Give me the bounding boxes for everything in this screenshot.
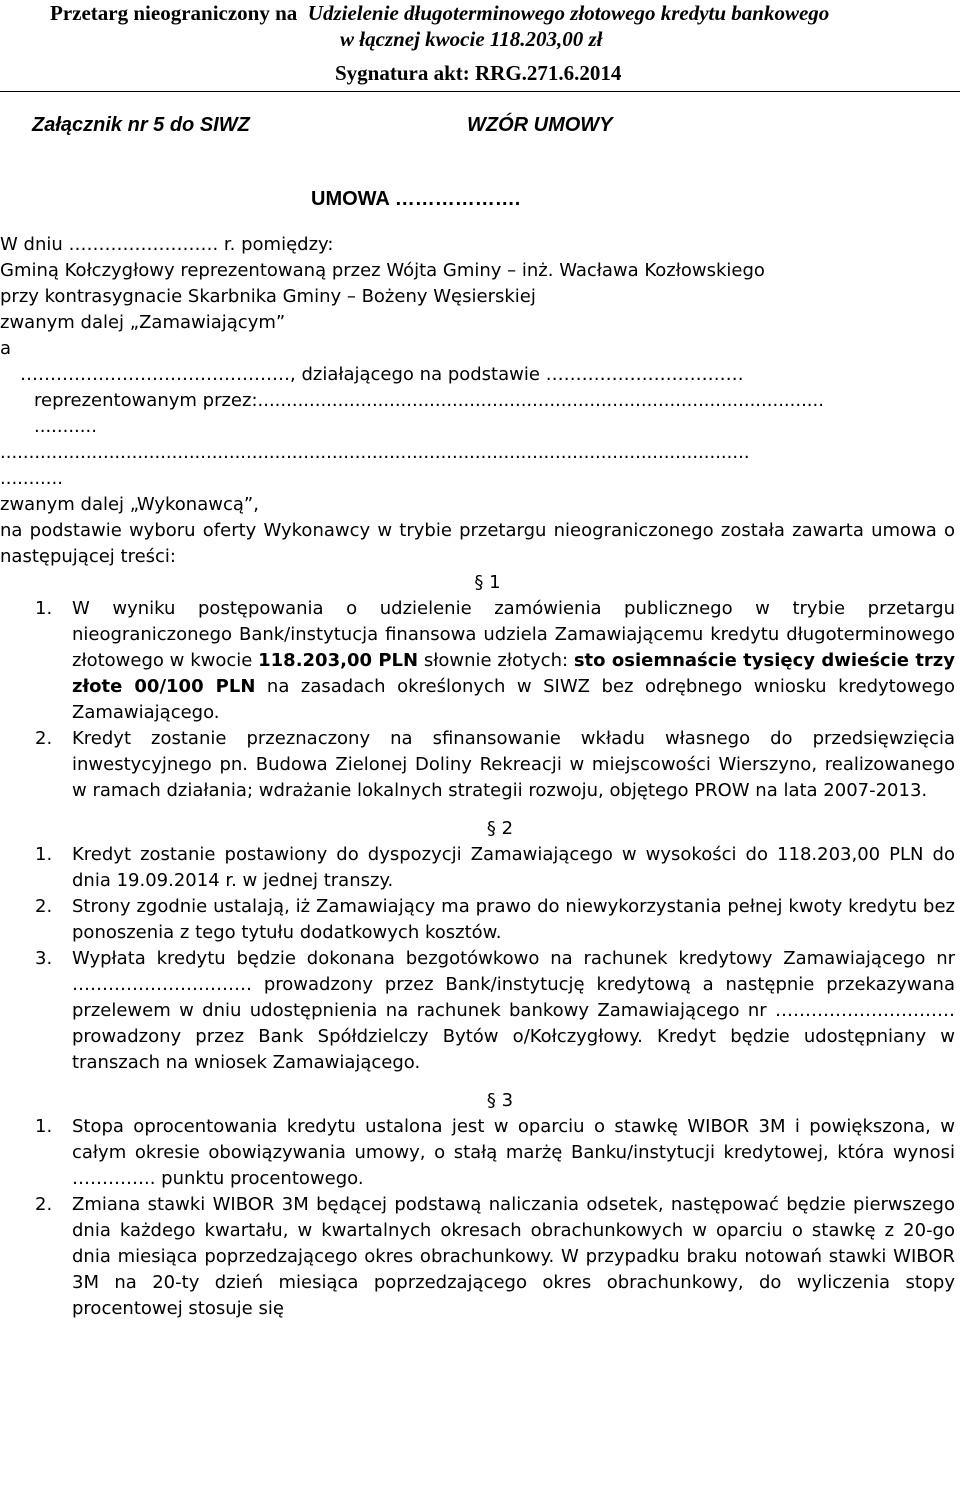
dots-line1: ........... (34, 416, 97, 437)
annex-title: WZÓR UMOWY (467, 114, 613, 136)
item-text: Wypłata kredytu będzie dokonana bezgotówkowo na rachunek kredytowy Zamawiającego nr ………………………… prowadzony przez Bank/instytucję kredytową a następnie przekazywana przelewem w dniu udostępnienia na rachunek bankowy Zamawiającego nr ………………………… prowadzony przez Bank Spółdzielczy Bytów o/Kołczygłowy. Kredyt będzie udostępniany w transzach na wniosek Zamawiającego. (72, 948, 955, 1073)
intro-date: W dniu ……………………. r. pomiędzy: (0, 234, 334, 255)
item-number: 1. (35, 598, 53, 619)
item-number: 2. (35, 896, 53, 917)
item-text: Kredyt zostanie postawiony do dyspozycji Zamawiającego w wysokości do 118.203,00 PLN do dnia 19.09.2014 r. w jednej transzy. (72, 844, 955, 891)
section-heading-3: § 3 (486, 1090, 514, 1111)
contract-title: UMOWA ………………. (311, 188, 521, 210)
party1-line1: Gminą Kołczygłowy reprezentowaną przez Wójta Gminy – inż. Wacława Kozłowskiego (0, 260, 765, 281)
section-3-item-1 (0, 1114, 955, 1192)
section-3-item-2 (0, 1192, 955, 1322)
annex-label: Załącznik nr 5 do SIWZ (32, 114, 250, 136)
item-text: Strony zgodnie ustalają, iż Zamawiający ma prawo do niewykorzystania pełnej kwoty kredytu bez ponoszenia z tego tytułu dodatkowych kosztów. (72, 896, 955, 943)
tender-header-line1 (50, 0, 829, 26)
section-1-list (0, 596, 955, 804)
item-text: W wyniku postępowania o udzielenie zamówienia publicznego w trybie przetargu nieograniczonego Bank/instytucja finansowa udziela Zamawiającemu kredytu długoterminowego złotowego w kwocie (72, 598, 955, 671)
section-2-list (0, 842, 955, 1076)
contract-body (0, 232, 955, 1322)
section-heading-2: § 2 (486, 818, 514, 839)
header-divider (0, 91, 960, 92)
section-3-list (0, 1114, 955, 1322)
dots-line2: ................................................................................................................................... (0, 442, 750, 463)
party1-line2: przy kontrasygnacie Skarbnika Gminy – Bożeny Węsierskiej (0, 286, 536, 307)
tender-title-part1: Udzielenie długoterminowego złotowego kredytu bankowego (307, 1, 830, 25)
item-number: 2. (35, 728, 53, 749)
party2-line2: reprezentowanym przez:................................................................................................... (34, 390, 824, 411)
item-number: 1. (35, 844, 53, 865)
case-signature: Sygnatura akt: RRG.271.6.2014 (335, 61, 622, 85)
item-number: 2. (35, 1194, 53, 1215)
item-number: 1. (35, 1116, 53, 1137)
section-heading-1: § 1 (474, 572, 501, 593)
section-2-item-2 (0, 894, 955, 946)
section-1-item-2 (0, 726, 955, 804)
item-number: 3. (35, 948, 53, 969)
loan-amount: 118.203,00 PLN (258, 650, 419, 671)
item-text: Stopa oprocentowania kredytu ustalona jest w oparciu o stawkę WIBOR 3M i powiększona, w całym okresie obowiązywania umowy, o stałą marżę Banku/instytucji kredytowej, która wynosi ………….. punktu procentowego. (72, 1116, 955, 1189)
section-1-item-1 (0, 596, 955, 726)
item-text: na zasadach określonych w SIWZ bez odrębnego wniosku kredytowego Zamawiającego. (72, 676, 955, 723)
item-text: słownie złotych: (418, 650, 574, 671)
party1-line3: zwanym dalej „Zamawiającym” (0, 312, 286, 333)
dots-line3: ........... (0, 468, 63, 489)
party2-called: zwanym dalej „Wykonawcą”, (0, 494, 259, 515)
section-2-item-1 (0, 842, 955, 894)
tender-title-part2: w łącznej kwocie 118.203,00 zł (340, 27, 603, 51)
item-text: Zmiana stawki WIBOR 3M będącej podstawą naliczania odsetek, następować będzie pierwszego dnia każdego kwartału, w kwartalnych okresach obrachunkowych w oparciu o stawkę z 20-go dnia miesiąca poprzedzającego okres obrachunkowy. W przypadku braku notowań stawki WIBOR 3M na 20-ty dzień miesiąca poprzedzającego okres obrachunkowy, do wyliczenia stopy procentowej stosuje się (72, 1194, 955, 1319)
tender-prefix: Przetarg nieograniczony na (50, 1, 298, 25)
party2-line1: ………………………………………, działającego na podstawie …………………………… (20, 364, 744, 385)
item-text: Kredyt zostanie przeznaczony na sfinansowanie wkładu własnego do przedsięwzięcia inwestycyjnego pn. Budowa Zielonej Doliny Rekreacji w miejscowości Wierszyno, realizowanego w ramach działania; wdrażanie lokalnych strategii rozwoju, objętego PROW na lata 2007-2013. (72, 728, 955, 801)
and-connector: a (0, 338, 12, 359)
section-2-item-3 (0, 946, 955, 1076)
contract-basis: na podstawie wyboru oferty Wykonawcy w trybie przetargu nieograniczonego została zawarta umowa o następującej treści: (0, 520, 955, 567)
loan-amount-words: sto osiemnaście tysięcy dwieście trzy złote 00/100 PLN (72, 650, 956, 697)
